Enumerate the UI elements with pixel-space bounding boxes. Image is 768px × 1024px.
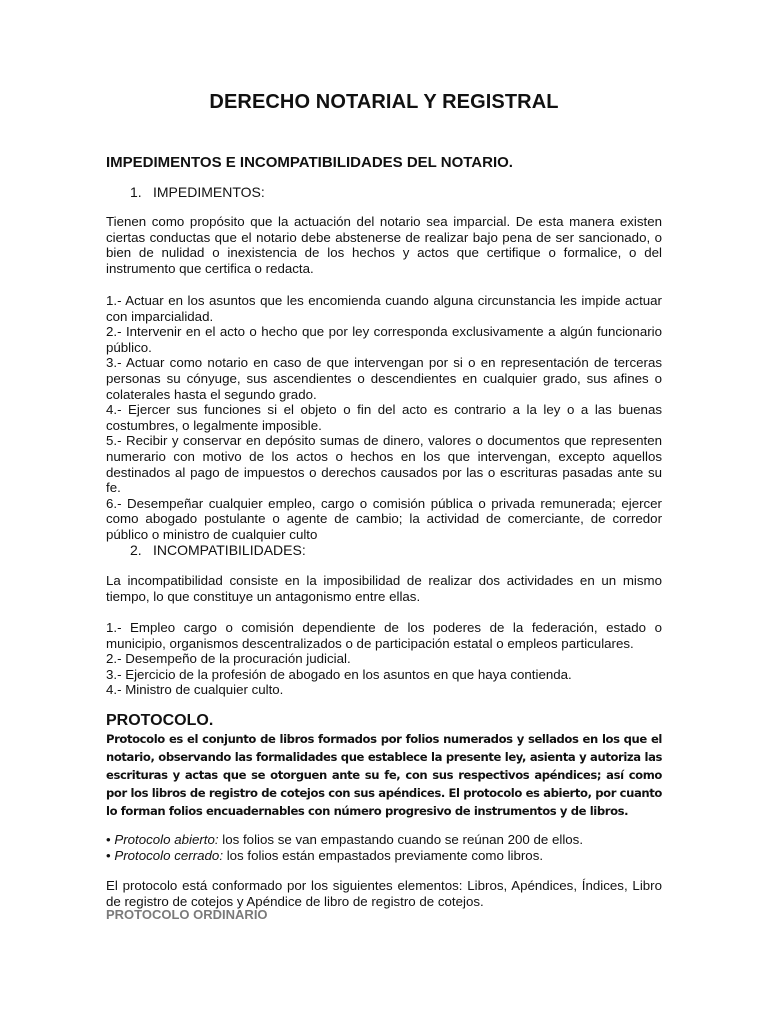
impedimentos-list	[106, 293, 662, 543]
list-item: 4.- Ejercer sus funciones si el objeto o fin del acto es contrario a la ley o a las buenas costumbres, o legalmente imposible.	[106, 402, 662, 433]
bullet-mark: •	[106, 832, 111, 847]
list-item: 1.- Actuar en los asuntos que les encomienda cuando alguna circunstancia les impide actuar con imparcialidad.	[106, 293, 662, 324]
protocolo-bullets	[106, 832, 662, 864]
list-item: 1.- Empleo cargo o comisión dependiente de los poderes de la federación, estado o municipio, organismos descentralizados o de participación estatal o empleos particulares.	[106, 620, 662, 651]
impedimentos-intro: Tienen como propósito que la actuación del notario sea imparcial. De esta manera existen ciertas conductas que el notario debe abstenerse de realizar bajo pena de ser sancionado, o bien de nulidad o inexistencia de los hechos y actos que certifique o formalice, o del instrumento que certifica o redacta.	[106, 214, 662, 276]
impedimentos-label: IMPEDIMENTOS:	[153, 184, 265, 200]
incompatibilidades-list	[106, 620, 662, 698]
incompatibilidades-heading	[130, 542, 630, 558]
incompatibilidades-label: INCOMPATIBILIDADES:	[153, 542, 306, 558]
list-item: 4.- Ministro de cualquier culto.	[106, 682, 284, 698]
bullet-text: los folios están empastados previamente como libros.	[223, 848, 544, 863]
list-item: 3.- Actuar como notario en caso de que intervengan por si o en representación de terceras personas su cónyuge, sus ascendientes o descendientes en cualquier grado, sus afines o colaterales hasta el segundo grado.	[106, 355, 662, 402]
impedimentos-heading	[130, 184, 630, 200]
protocolo-elements: El protocolo está conformado por los siguientes elementos: Libros, Apéndices, Índices, Libro de registro de cotejos y Apéndice de libro de registro de cotejos.	[106, 878, 662, 909]
impedimentos-number: 1.	[130, 184, 142, 200]
bullet-mark: •	[106, 848, 111, 863]
list-item: 6.- Desempeñar cualquier empleo, cargo o comisión pública o privada remunerada; ejercer como abogado postulante o agente de cambio; la actividad de comerciante, de corredor público o ministro de cualquier culto	[106, 495, 662, 542]
incompatibilidades-intro: La incompatibilidad consiste en la imposibilidad de realizar dos actividades en un mismo tiempo, lo que constituye un antagonismo entre ellas.	[106, 573, 662, 604]
document-title: DERECHO NOTARIAL Y REGISTRAL	[209, 91, 559, 113]
bullet-item	[106, 832, 662, 848]
list-item: 2.- Desempeño de la procuración judicial.	[106, 651, 351, 667]
protocolo-heading: PROTOCOLO.	[106, 712, 214, 729]
protocolo-body: Protocolo es el conjunto de libros formados por folios numerados y sellados en los que el notario, observando las formalidades que establece la presente ley, asienta y autoriza las escrituras y actas que se otorguen ante su fe, con sus respectivos apéndices; así como por los libros de registro de cotejos con sus apéndices. El protocolo es abierto, por cuanto lo forman folios encuadernables con número progresivo de instrumentos y de libros.	[106, 732, 662, 818]
bullet-text: los folios se van empastando cuando se reúnan 200 de ellos.	[218, 832, 584, 847]
bullet-item	[106, 848, 662, 864]
list-item: 2.- Intervenir en el acto o hecho que por ley corresponda exclusivamente a algún funcionario público.	[106, 324, 662, 355]
bullet-term: Protocolo cerrado:	[114, 848, 224, 863]
list-item: 3.- Ejercicio de la profesión de abogado en los asuntos en que haya contienda.	[106, 666, 572, 682]
section-title: IMPEDIMENTOS E INCOMPATIBILIDADES DEL NOTARIO.	[106, 154, 513, 171]
list-item: 5.- Recibir y conservar en depósito sumas de dinero, valores o documentos que representen numerario con motivo de los actos o hechos en los que intervengan, excepto aquellos destinados al pago de impuestos o derechos causados por las o escrituras pasadas ante su fe.	[106, 433, 662, 496]
incompatibilidades-number: 2.	[130, 542, 142, 558]
protocolo-ordinario-heading: PROTOCOLO ORDINARIO	[106, 907, 268, 922]
bullet-term: Protocolo abierto:	[114, 832, 219, 847]
